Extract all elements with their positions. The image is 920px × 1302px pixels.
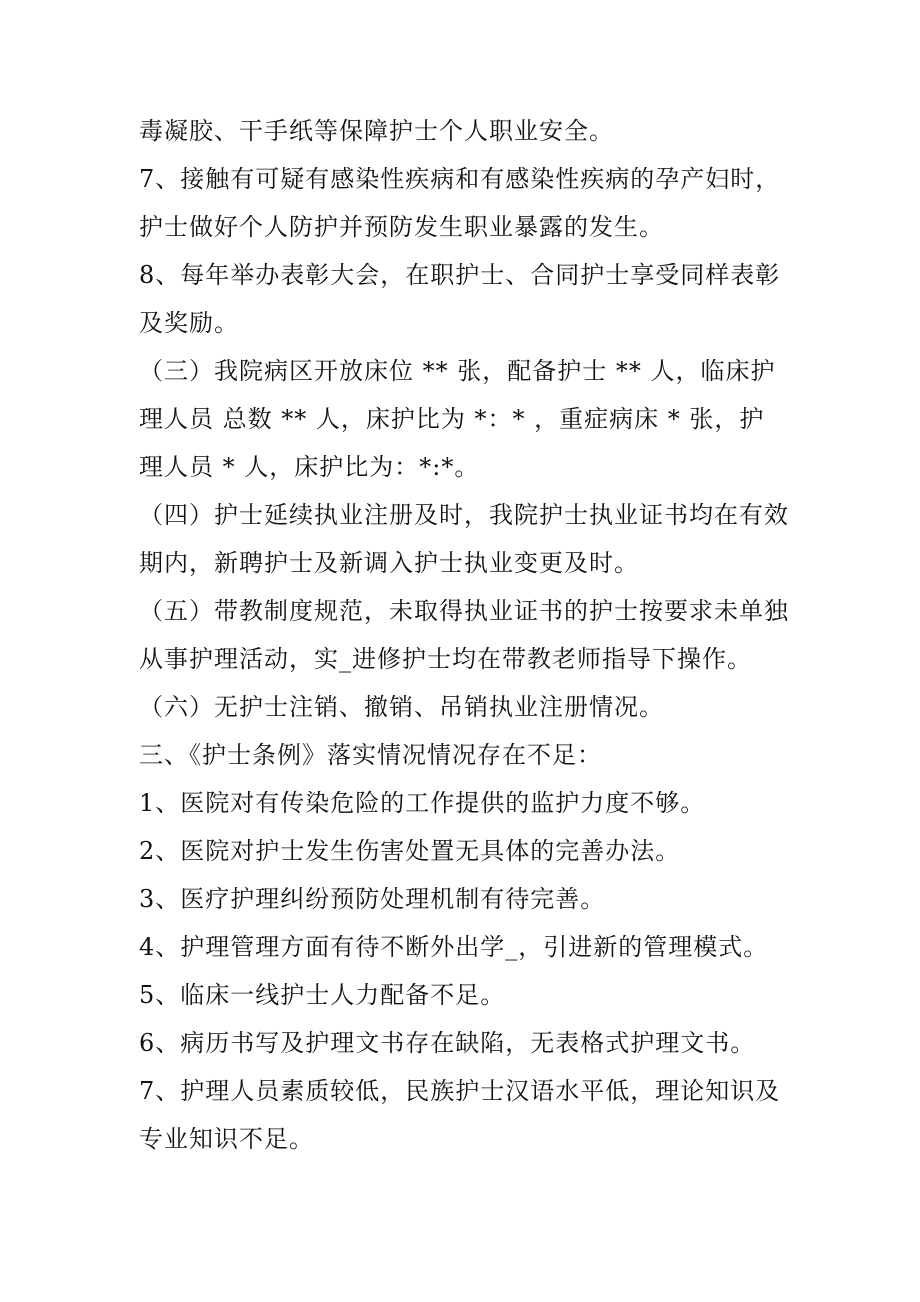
text-line: 4、护理管理方面有待不断外出学_，引进新的管理模式。 [139,933,769,961]
text-line: （六）无护士注销、撤销、吊销执业注册情况。 [139,693,664,721]
text-line: 毒凝胶、干手纸等保障护士个人职业安全。 [139,117,614,145]
text-line: 7、接触有可疑有感染性疾病和有感染性疾病的孕产妇时， [139,165,781,193]
text-line: 期内，新聘护士及新调入护士执业变更及时。 [139,549,639,577]
text-line: 1、医院对有传染危险的工作提供的监护力度不够。 [139,789,706,817]
document-body [139,107,794,1163]
text-line: 5、临床一线护士人力配备不足。 [139,981,506,1009]
text-line: （四）护士延续执业注册及时，我院护士执业证书均在有效 [139,501,789,529]
text-line: 3、医疗护理纠纷预防处理机制有待完善。 [139,885,606,913]
text-line: 2、医院对护士发生伤害处置无具体的完善办法。 [139,837,681,865]
text-line: 从事护理活动，实_进修护士均在带教老师指导下操作。 [139,645,752,673]
text-line: （五）带教制度规范，未取得执业证书的护士按要求未单独 [139,597,789,625]
text-line: 专业知识不足。 [139,1125,314,1153]
text-line: 7、护理人员素质较低，民族护士汉语水平低，理论知识及 [139,1077,781,1105]
section-heading: 三、《护士条例》落实情况情况存在不足： [139,741,602,769]
text-line: 理人员 总数 ** 人，床护比为 *：* ，重症病床 * 张，护 [139,405,765,433]
text-line: 8、每年举办表彰大会，在职护士、合同护士享受同样表彰 [139,261,781,289]
text-line: 6、病历书写及护理文书存在缺陷，无表格式护理文书。 [139,1029,756,1057]
text-line: （三）我院病区开放床位 ** 张，配备护士 ** 人，临床护 [139,357,776,385]
text-line: 及奖励。 [139,309,239,337]
text-line: 理人员 * 人，床护比为：*:*。 [139,453,480,481]
text-line: 护士做好个人防护并预防发生职业暴露的发生。 [139,213,664,241]
